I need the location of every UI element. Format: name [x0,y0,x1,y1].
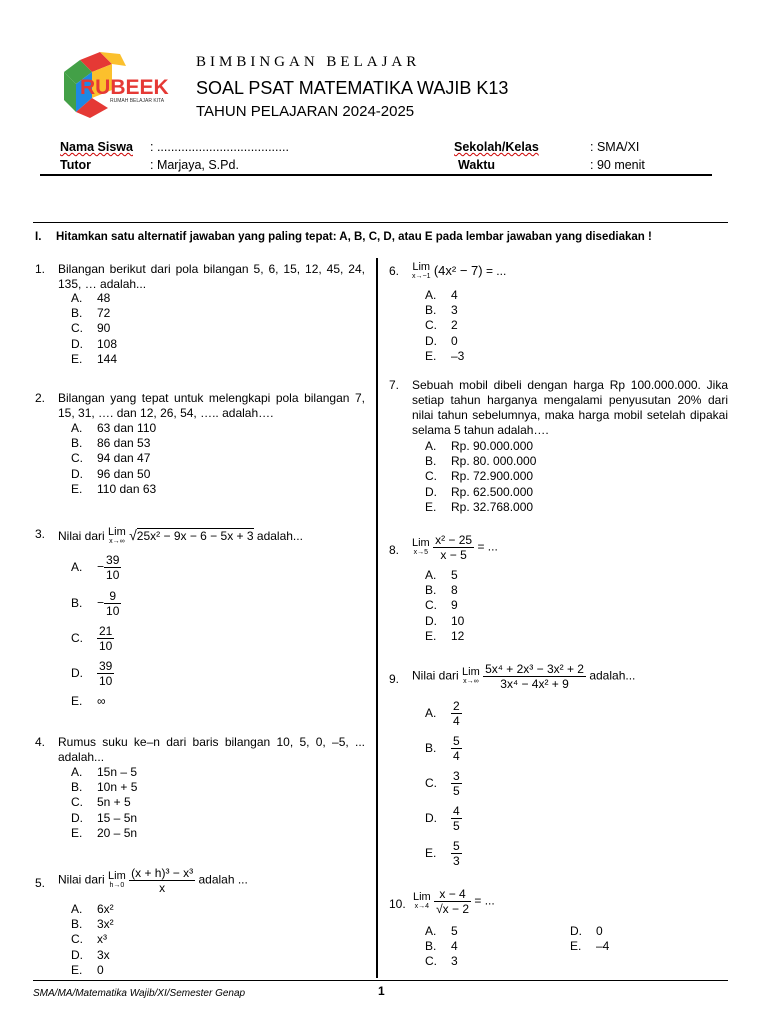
q3-option-e: E. ∞ [71,694,106,708]
academic-year: TAHUN PELAJARAN 2024-2025 [196,103,415,120]
q9-option-c: C. $\frac{3}{5}$ [425,769,460,798]
q6-options: A. 4 B. 3 C. 2 D. 0 E. –3 [425,288,465,363]
q7-options: A. Rp. 90.000.000 B. Rp. 80. 000.000 C. Rp. 72.900.000 D. Rp. 62.500.000 E. Rp. 32.768.000 [425,439,537,514]
sekolah-value: : SMA/XI [590,140,640,154]
q8-options: A. 5 B. 8 C. 9 D. 10 E. 12 [425,568,465,643]
nama-value: : ...................................... [150,140,289,154]
footer-text: SMA/MA/Matematika Wajib/XI/Semester Genap [33,988,246,999]
q3-option-c: C. $\frac{21}{10}$ [71,624,113,653]
q3-option-d: D. $\frac{39}{10}$ [71,659,113,688]
instruction-num: I. [35,231,42,243]
page-number: 1 [378,984,385,998]
nama-label: Nama Siswa [60,140,133,154]
q9-option-b: B. $\frac{5}{4}$ [425,734,460,763]
rubeek-logo [60,50,185,120]
q5-options: A. 6x² B. 3x² C. x³ D. 3x E. 0 [71,902,114,977]
q2-options: A. 63 dan 110 B. 86 dan 53 C. 94 dan 47 D. 96 dan 50 E. 110 dan 63 [71,421,157,496]
q1-options: A. 48 B. 72 C. 90 D. 108 E. 144 [71,291,118,366]
footer-divider [33,980,728,981]
org-name: BIMBINGAN BELAJAR [196,54,421,70]
waktu-value: : 90 menit [590,158,645,172]
sekolah-label: Sekolah/Kelas [454,140,539,154]
exam-title: SOAL PSAT MATEMATIKA WAJIB K13 [196,78,509,98]
q10-options-left: A. 5 B. 4 C. 3 [425,924,458,969]
q9-option-d: D. $\frac{4}{5}$ [425,804,460,833]
tutor-value: : Marjaya, S.Pd. [150,158,239,172]
header-divider [40,174,712,176]
waktu-label: Waktu [458,158,496,172]
q3-option-a: A. − $\frac{39}{10}$ [71,553,120,582]
svg-text:RUMAH BELAJAR KITA: RUMAH BELAJAR KITA [110,98,165,104]
column-divider [376,258,378,978]
q3-option-b: B. − $\frac{9}{10}$ [71,589,120,618]
q4-options: A. 15n – 5 B. 10n + 5 C. 5n + 5 D. 15 – 5n E. 20 – 5n [71,765,138,840]
q9-option-a: A. $\frac{2}{4}$ [425,699,460,728]
q9-option-e: E. $\frac{5}{3}$ [425,839,460,868]
tutor-label: Tutor [60,158,92,172]
svg-text:RUBEEK: RUBEEK [80,76,169,99]
section-divider [33,222,728,223]
instruction-text: Hitamkan satu alternatif jawaban yang paling tepat: A, B, C, D, atau E pada lembar jawaban yang disediakan ! [56,231,652,243]
q10-options-right: D. 0 E. –4 [570,924,610,954]
